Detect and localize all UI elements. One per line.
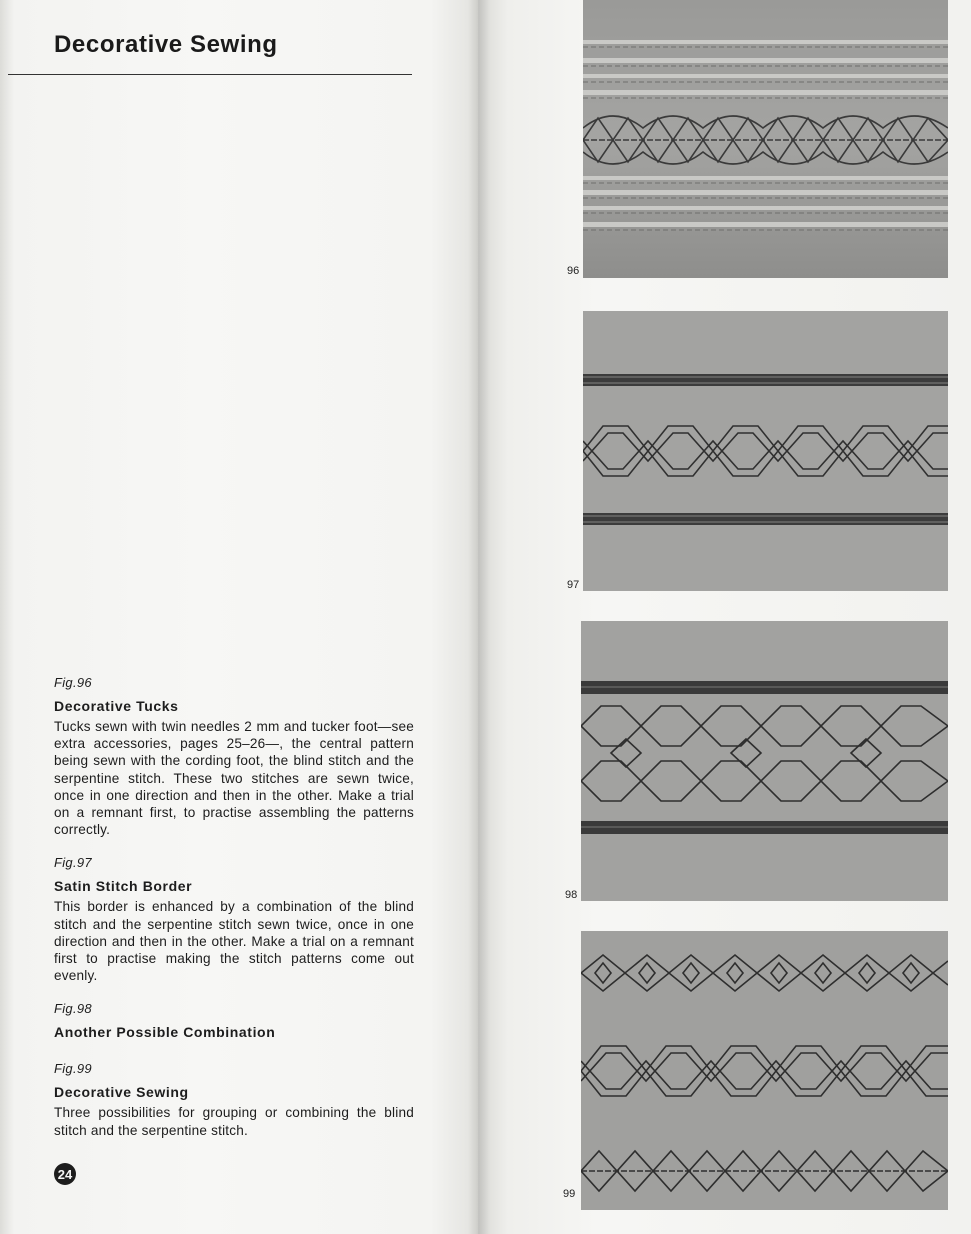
heading-another-combination: Another Possible Combination (54, 1024, 276, 1041)
page-fold (468, 0, 490, 1234)
fig-label-96: Fig.96 (54, 675, 92, 690)
paragraph-satin-stitch-border: This border is enhanced by a combination of the blind stitch and the serpentine stitch sewn twice, once in one direction and then in the other. Make a trial on a remnant first to practise making the stitch patterns come out evenly. (54, 899, 414, 984)
fig-label-99: Fig.99 (54, 1061, 92, 1077)
heading-decorative-tucks: Decorative Tucks (54, 698, 179, 714)
heading-satin-stitch-border: Satin Stitch Border (54, 878, 193, 895)
figure-number-99: 99 (563, 1188, 576, 1200)
heading-decorative-sewing: Decorative Sewing (54, 1084, 189, 1101)
page-title: Decorative Sewing (54, 31, 278, 58)
paragraph-decorative-sewing: Three possibilities for grouping or combining the blind stitch and the serpentine stitch. (54, 1105, 414, 1138)
figure-number-98: 98 (565, 889, 578, 901)
figure-number-97: 97 (567, 579, 580, 591)
figure-98-photo (581, 621, 948, 901)
page-number-badge: 24 (54, 1163, 76, 1185)
figure-99-photo (581, 931, 948, 1210)
paragraph-decorative-tucks: Tucks sewn with twin needles 2 mm and tucker foot—see extra accessories, pages 25–26—, the central pattern being sewn with the cording foot, the blind stitch and the serpentine stitch. These two stitches are sewn twice, once in one direction and then in the other. Make a trial on a remnant first, to practise assembling the patterns correctly. (54, 719, 414, 838)
fig-label-97: Fig.97 (54, 855, 92, 871)
title-divider (8, 74, 412, 75)
figure-97-photo (583, 311, 948, 591)
fig-label-98: Fig.98 (54, 1001, 92, 1017)
text-column (54, 675, 414, 1139)
figure-96-photo (583, 0, 948, 278)
figure-number-96: 96 (567, 265, 580, 277)
